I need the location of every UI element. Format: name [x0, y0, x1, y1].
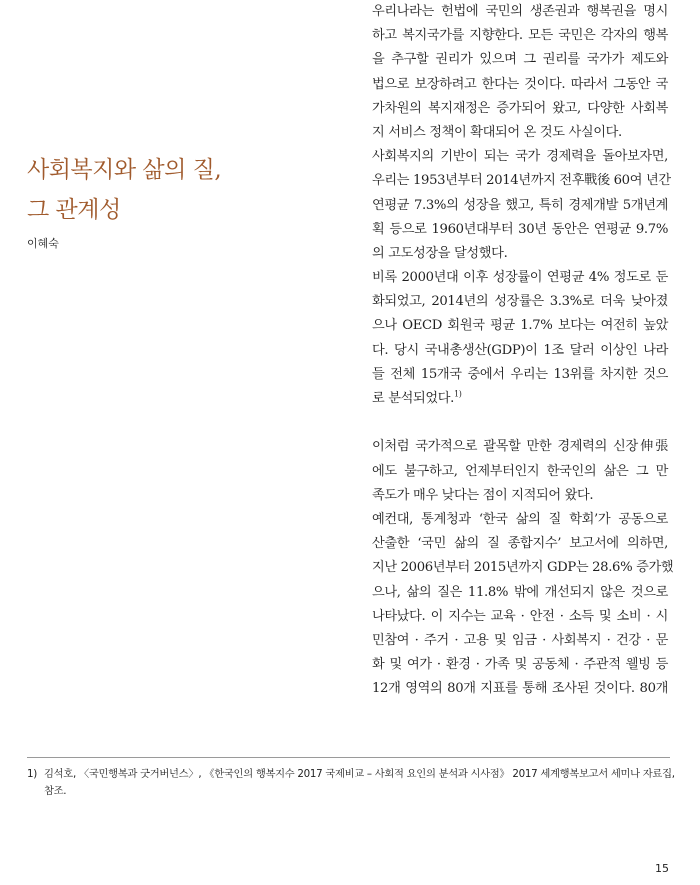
article-title-line: 사회복지와 삶의 질,	[27, 157, 222, 183]
body-line: 우리는 1953년부터 2014년까지 전후戰後 60여 년간	[372, 173, 671, 189]
body-line: 지 서비스 정책이 확대되어 온 것도 사실이다.	[372, 124, 622, 140]
body-line: 우리나라는 헌법에 국민의 생존권과 행복권을 명시	[372, 4, 668, 19]
footnote-divider	[27, 757, 670, 758]
article-title	[27, 150, 337, 230]
body-line: 연평균 7.3%의 성장을 했고, 특히 경제개발 5개년계	[372, 197, 668, 213]
page-number: 15	[655, 862, 669, 875]
body-text	[372, 0, 674, 701]
body-line: 지난 2006년부터 2015년까지 GDP는 28.6% 증가했	[372, 560, 674, 576]
body-line: 획 등으로 1960년대부터 30년 동안은 연평균 9.7%	[372, 221, 668, 237]
body-line: 법으로 보장하려고 한다는 것이다. 따라서 그동안 국	[372, 76, 668, 92]
body-line: 나타났다. 이 지수는 교육 · 안전 · 소득 및 소비 · 시	[372, 608, 668, 624]
body-line: 가차원의 복지재정은 증가되어 왔고, 다양한 사회복	[372, 100, 668, 116]
paragraph-gap	[372, 411, 668, 435]
footnote-text: 김석호, 〈국민행복과 굿거버넌스〉, 《한국인의 행복지수 2017 국제비교 – 사회적 요인의 분석과 시사점》 2017 세계행복보고서 세미나 자료집,	[44, 768, 675, 780]
footnote-reference: 1)	[454, 389, 462, 399]
body-line: 하고 복지국가를 지향한다. 모든 국민은 각자의 행복	[372, 28, 668, 44]
body-line: 비록 2000년대 이후 성장률이 연평균 4% 정도로 둔	[372, 270, 668, 286]
body-line: 다. 당시 국내총생산(GDP)이 1조 달러 이상인 나라	[372, 342, 668, 358]
article-author: 이혜숙	[27, 237, 59, 250]
body-line: 산출한 ‘국민 삶의 질 종합지수’ 보고서에 의하면,	[372, 536, 668, 552]
body-line: 족도가 매우 낮다는 점이 지적되어 왔다.	[372, 487, 594, 503]
body-line: 으나, 삶의 질은 11.8% 밖에 개선되지 않은 것으로	[372, 584, 668, 600]
body-line: 을 추구할 권리가 있으며 그 권리를 국가가 제도와	[372, 52, 668, 68]
body-line: 예컨대, 통계청과 ‘한국 삶의 질 학회’가 공동으로	[372, 511, 668, 527]
body-line: 사회복지의 기반이 되는 국가 경제력을 돌아보자면,	[372, 149, 668, 165]
body-line: 화 및 여가 · 환경 · 가족 및 공동체 · 주관적 웰빙 등	[372, 657, 668, 673]
body-line: 화되었고, 2014년의 성장률은 3.3%로 더욱 낮아졌	[372, 294, 668, 310]
footnote-line	[27, 766, 675, 783]
body-line: 에도 불구하고, 언제부터인지 한국인의 삶은 그 만	[372, 463, 668, 479]
body-line: 이처럼 국가적으로 괄목할 만한 경제력의 신장伸張	[372, 439, 668, 455]
body-line: 민참여 · 주거 · 고용 및 임금 · 사회복지 · 건강 · 문	[372, 632, 668, 648]
body-line: 으나 OECD 회원국 평균 1.7% 보다는 여전히 높았	[372, 318, 668, 334]
body-line: 들 전체 15개국 중에서 우리는 13위를 차지한 것으	[372, 366, 668, 382]
body-line: 12개 영역의 80개 지표를 통해 조사된 것이다. 80개	[372, 681, 668, 697]
body-line-with-footnote	[372, 387, 668, 411]
body-line: 의 고도성장을 달성했다.	[372, 245, 508, 261]
footnote	[27, 766, 675, 800]
footnote-marker: 1)	[27, 768, 37, 780]
article-title-line: 그 관계성	[27, 197, 121, 223]
footnote-line: 참조.	[44, 785, 67, 797]
body-line-text: 로 분석되었다.	[372, 391, 455, 406]
